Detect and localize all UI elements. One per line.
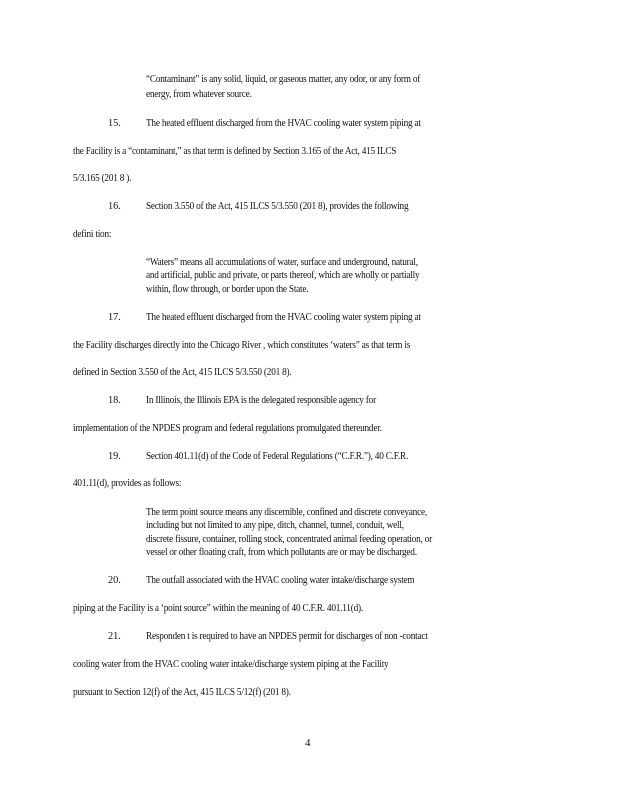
- paragraph-number: 21.: [108, 631, 121, 642]
- paragraph-line: defini tion:: [73, 229, 112, 240]
- paragraph-line: cooling water from the HVAC cooling water intake/discharge system piping at the Facility: [73, 659, 389, 670]
- paragraph-line: defined in Section 3.550 of the Act, 415 ILCS 5/3.550 (201 8).: [73, 367, 292, 378]
- paragraph-line: Section 3.550 of the Act, 415 ILCS 5/3.550 (201 8), provides the following: [146, 201, 409, 212]
- quote-line: and artificial, public and private, or parts thereof, which are wholly or partially: [146, 270, 420, 281]
- quote-line: “Waters” means all accumulations of water, surface and underground, natural,: [146, 257, 418, 268]
- paragraph-line: pursuant to Section 12(f) of the Act, 415 ILCS 5/12(f) (201 8).: [73, 687, 291, 698]
- paragraph-number: 15.: [108, 118, 121, 129]
- quote-line: including but not limited to any pipe, ditch, channel, tunnel, conduit, well,: [146, 520, 404, 531]
- paragraph-line: implementation of the NPDES program and federal regulations promulgated thereunder.: [73, 423, 382, 434]
- paragraph-line: The heated effluent discharged from the HVAC cooling water system piping at: [146, 312, 421, 323]
- paragraph-line: the Facility is a “contaminant,” as that term is defined by Section 3.165 of the Act, 415 ILCS: [73, 146, 397, 157]
- paragraph-line: Responden t is required to have an NPDES permit for discharges of non -contact: [146, 631, 428, 642]
- quote-line: “Contaminant” is any solid, liquid, or gaseous matter, any odor, or any form of: [146, 74, 421, 85]
- paragraph-number: 16.: [108, 201, 121, 212]
- paragraph-line: 401.11(d), provides as follows:: [73, 478, 182, 489]
- page-number: 4: [305, 737, 311, 749]
- paragraph-number: 19.: [108, 451, 121, 462]
- paragraph-line: The outfall associated with the HVAC cooling water intake/discharge system: [146, 575, 415, 586]
- paragraph-number: 17.: [108, 312, 121, 323]
- paragraph-line: The heated effluent discharged from the HVAC cooling water system piping at: [146, 118, 421, 129]
- quote-line: discrete fissure, container, rolling stock, concentrated animal feeding operation, or: [146, 534, 432, 545]
- paragraph-number: 18.: [108, 395, 121, 406]
- paragraph-number: 20.: [108, 575, 121, 586]
- quote-line: The term point source means any discernible, confined and discrete conveyance,: [146, 507, 427, 518]
- paragraph-line: 5/3.165 (201 8 ).: [73, 173, 132, 184]
- quote-line: within, flow through, or border upon the State.: [146, 284, 309, 295]
- quote-line: energy, from whatever source.: [146, 89, 252, 100]
- paragraph-line: the Facility discharges directly into the Chicago River , which constitutes ‘waters” as that term is: [73, 340, 411, 351]
- quote-line: vessel or other floating craft, from which pollutants are or may be discharged.: [146, 547, 417, 558]
- paragraph-line: Section 401.11(d) of the Code of Federal Regulations (“C.F.R.”), 40 C.F.R.: [146, 451, 409, 462]
- paragraph-line: In Illinois, the Illinois EPA is the delegated responsible agency for: [146, 395, 376, 406]
- paragraph-line: piping at the Facility is a ‘point source” within the meaning of 40 C.F.R. 401.11(d).: [73, 603, 363, 614]
